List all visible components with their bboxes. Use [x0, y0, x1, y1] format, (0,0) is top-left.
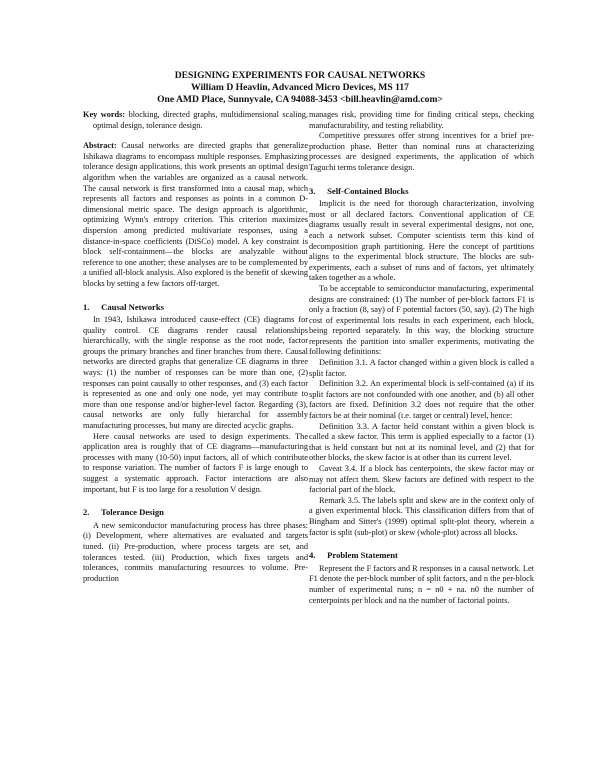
section-3-paragraph-1: Implicit is the need for thorough characterization, involving most or all declared factors. Conventional application of CE diagrams usually result in several experimental designs, not one, each a network subset. Computer scientists term this kind of decomposition graph partitioning. Here the concept of partitions aligns to the experimental block structure. The blocks are sub-experiments, each a subset of runs and of factors, yet ultimately taken together as a whole. [309, 199, 534, 283]
section-2-paragraph-2: Competitive pressures offer strong incentives for a brief pre-production phase. Better than nominal runs at characterizing processes are designed experiments, the application of which Taguchi terms tolerance design. [309, 131, 534, 172]
definition-3-1: Definition 3.1. A factor changed within a given block is called a split factor. [309, 358, 534, 378]
keywords-text: blocking, directed graphs, multidimensional scaling, optimal design, tolerance design. [93, 110, 308, 130]
keywords-label: Key words: [83, 110, 126, 119]
keywords-paragraph [83, 110, 308, 131]
section-2-heading [83, 507, 308, 518]
section-4-number: 4. [309, 550, 316, 561]
section-1-paragraph-1: In 1943, Ishikawa introduced cause-effect (CE) diagrams for quality control. CE diagrams render causal relationships hierarchically, with the single response as the root node, factor groups the primary branches and finer branches from there. Causal networks are directed graphs that generalize CE diagrams in three ways: (1) the number of responses can be more than one, (2) responses can point causally to other responses, and (3) each factor is represented as one and only one node, yet may contribute to more than one response and/or higher-level factor. Regarding (3), causal networks are only fully hierarchal for assembly manufacturing processes, but many are directed acyclic graphs. [83, 315, 308, 431]
section-3-paragraph-2: To be acceptable to semiconductor manufacturing, experimental designs are constrained: (1) The number of per-block factors F1 is only a fraction (8, say) of F potential factors (50, say). (2) The high cost of experimental lots results in each experiment, each block, being reported separately. In this way, the blocking structure represents the partition into smaller experiments, motivating the following definitions: [309, 283, 534, 357]
section-3-heading [309, 186, 534, 197]
author-line: William D Heavlin, Advanced Micro Devices, MS 117 [191, 82, 409, 93]
section-2-paragraph-1: A new semiconductor manufacturing process has three phases: (i) Development, where alternatives are evaluated and targets tuned. (ii) Pre-production, where process targets are set, and tolerances tested. (iii) Production, which fixes targets and tolerances, commits manufacturing resources to volume. Pre-production [83, 520, 308, 583]
section-3-number: 3. [309, 185, 316, 196]
abstract-text: Causal networks are directed graphs that generalize Ishikawa diagrams to encompass multiple responses. Emphasizing tolerance design applications, this work presents an optimal design algorithm when the variables are organized as a causal network. The causal network is first transformed into a causal map, which represents all factors and responses as points in a common D-dimensional metric space. The design approach is algorithmic, optimizing Wynn's entropy criterion. This criterion maximizes dispersion among predicted multivariate responses, using a distance-in-space coefficients (DiSCo) model. A key constraint is block self-containment—the blocks are analyzable without reference to one another; these analyses are to be complemented by a unified all-block analysis. Also explored is the benefit of skewing blocks by setting a few factors off-target. [83, 141, 308, 288]
section-2-number: 2. [83, 507, 90, 518]
section-1-heading [83, 302, 308, 313]
section-4-heading [309, 550, 534, 561]
definition-3-2: Definition 3.2. An experimental block is self-contained (a) if its split factors are not confounded with one another, and (b) all other factors are fixed. Definition 3.2 does not require that the other factors be at their nominal (i.e. target or central) level, hence: [309, 379, 534, 421]
left-column [83, 110, 308, 584]
section-1-number: 1. [83, 301, 90, 312]
section-4-paragraph-1: Represent the F factors and R responses in a causal network. Let F1 denote the per-block number of split factors, and n the per-block number of experimental runs; n = n0 + na. n0 the number of centerpoints per block and na the number of factorial points. [309, 563, 534, 605]
section-2-paragraph-1-continued: manages risk, providing time for finding critical steps, checking manufacturability, and testing reliability. [309, 110, 534, 130]
section-3-title: Self-Contained Blocks [327, 185, 409, 196]
remark-3-5: Remark 3.5. The labels split and skew are in the context only of a given experimental block. This classification differs from that of Bingham and Sitter's (1999) optimal split-plot theory, wherein a factor is split (sub-plot) or skew (whole-plot) across all blocks. [309, 495, 534, 537]
abstract-label: Abstract: [83, 141, 117, 151]
abstract-paragraph [83, 141, 308, 289]
section-1-title: Causal Networks [101, 301, 164, 312]
paper-title: DESIGNING EXPERIMENTS FOR CAUSAL NETWORKS [174, 70, 426, 81]
section-4-title: Problem Statement [327, 550, 398, 561]
definition-3-3: Definition 3.3. A factor held constant within a given block is called a skew factor. This term is applied especially to a factor (1) that is held constant but not at its nominal level, and (2) that for other blocks, the skew factor is at other than its current level. [309, 421, 534, 463]
right-column [309, 110, 534, 606]
section-1-paragraph-2: Here causal networks are used to design experiments. The application area is roughly that of CE diagrams—manufacturing processes with many (10-50) input factors, all of which contribute to response variation. The number of factors F is large enough to suggest a systematic approach. Factor interactions are also important, but F is too large for a resolution V design. [83, 431, 308, 494]
caveat-3-4: Caveat 3.4. If a block has centerpoints, the skew factor may or may not affect them. Skew factors are defined with respect to the factorial part of the block. [309, 464, 534, 495]
paper-header [0, 70, 600, 106]
section-2-title: Tolerance Design [101, 507, 164, 518]
address-line: One AMD Place, Sunnyvale, CA 94088-3453 <bill.heavlin@amd.com> [157, 94, 443, 105]
